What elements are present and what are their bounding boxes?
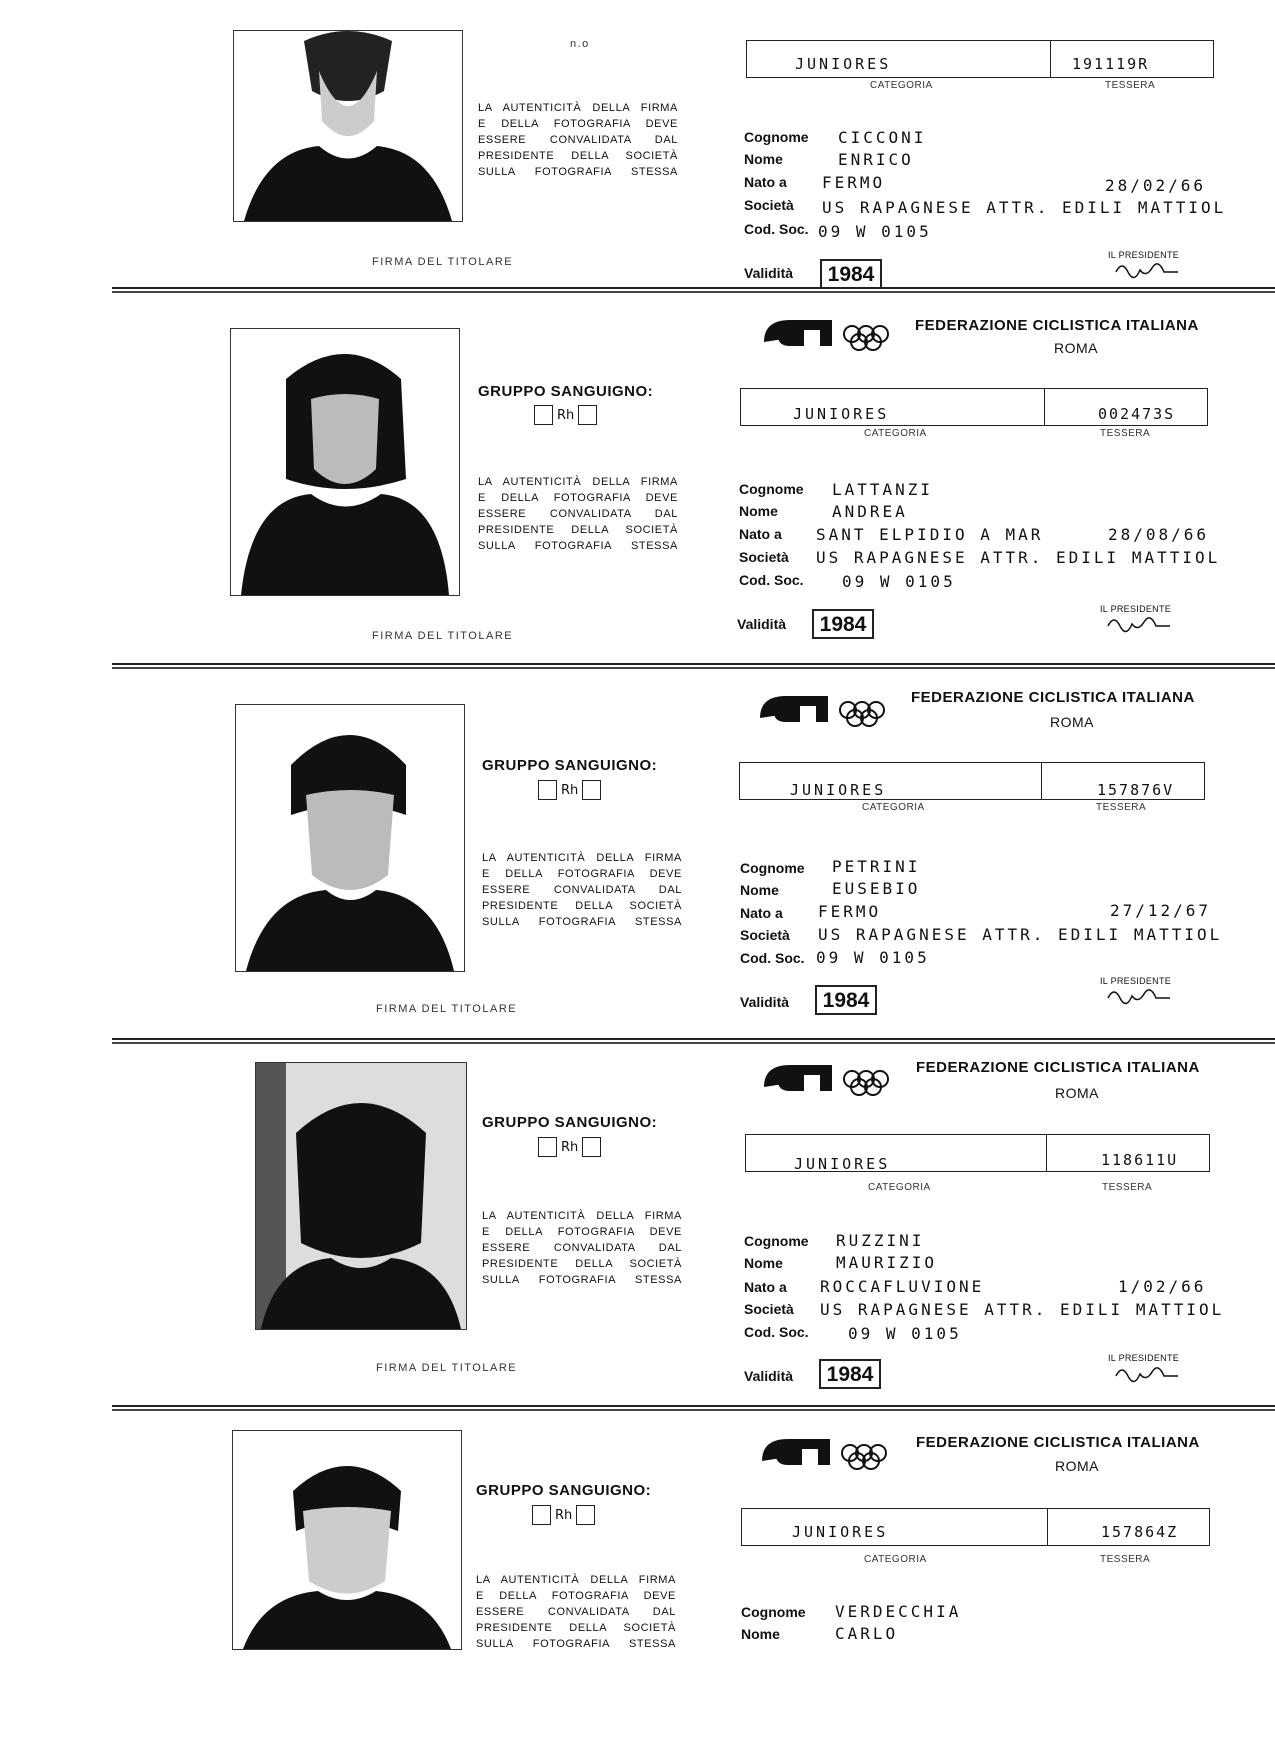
club-code-value: 09 W 0105	[816, 948, 930, 967]
club-label: Società	[740, 927, 790, 943]
surname-value: LATTANZI	[832, 480, 934, 499]
club-value: US RAPAGNESE ATTR. EDILI MATTIOL	[818, 925, 1223, 944]
club-code-label: Cod. Soc.	[744, 1324, 809, 1340]
birthplace-label: Nato a	[740, 905, 783, 921]
president-signature-icon	[1112, 258, 1182, 282]
athlete-photo	[230, 328, 460, 596]
category-value: JUNIORES	[794, 1155, 891, 1173]
card-number: 118611U	[1101, 1151, 1179, 1169]
birthplace-label: Nato a	[744, 1279, 787, 1295]
birthdate-value: 28/08/66	[1108, 525, 1210, 544]
birthplace-value: FERMO	[818, 902, 882, 921]
surname-label: Cognome	[744, 1233, 809, 1249]
category-value: JUNIORES	[790, 781, 887, 799]
validity-year: 1984	[819, 1359, 881, 1389]
rh-field: Rh	[538, 780, 601, 800]
card-number-label: TESSERA	[1100, 428, 1151, 439]
card-number: 191119R	[1072, 55, 1150, 73]
top-mark: n.o	[570, 38, 590, 50]
federation-name: FEDERAZIONE CICLISTICA ITALIANA	[916, 1059, 1200, 1076]
club-label: Società	[744, 197, 794, 213]
president-label: IL PRESIDENTE	[1108, 250, 1180, 260]
authenticity-note: LA AUTENTICITÀ DELLA FIRMA E DELLA FOTOGRAFIA DEVE ESSERE CONVALIDATA DAL PRESIDENTE DELLA SOCIETÀ SULLA FOTOGRAFIA STESSA	[476, 1574, 676, 1650]
rh-checkbox	[578, 405, 597, 425]
card-separator	[112, 1038, 1275, 1044]
blood-group-label: GRUPPO SANGUIGNO:	[482, 1114, 658, 1131]
name-value: ANDREA	[832, 502, 908, 521]
surname-value: RUZZINI	[836, 1231, 925, 1250]
validity-label: Validità	[740, 994, 790, 1010]
validity-label: Validità	[744, 265, 794, 281]
category-box	[740, 388, 1208, 426]
birthplace-value: ROCCAFLUVIONE	[820, 1277, 985, 1296]
card-number: 002473S	[1098, 405, 1176, 423]
club-code-value: 09 W 0105	[818, 222, 932, 241]
holder-signature-label: FIRMA DEL TITOLARE	[372, 630, 514, 642]
holder-signature-label: FIRMA DEL TITOLARE	[376, 1003, 518, 1015]
federation-name: FEDERAZIONE CICLISTICA ITALIANA	[911, 689, 1195, 706]
rh-checkbox	[582, 780, 601, 800]
card-separator	[112, 287, 1275, 293]
club-code-label: Cod. Soc.	[740, 950, 805, 966]
blood-group-label: GRUPPO SANGUIGNO:	[478, 383, 654, 400]
surname-label: Cognome	[744, 129, 809, 145]
authenticity-note: LA AUTENTICITÀ DELLA FIRMA E DELLA FOTOGRAFIA DEVE ESSERE CONVALIDATA DAL PRESIDENTE DELLA SOCIETÀ SULLA FOTOGRAFIA STESSA	[478, 102, 678, 178]
category-box	[746, 40, 1214, 78]
rh-field: Rh	[532, 1505, 595, 1525]
card-number: 157864Z	[1101, 1523, 1179, 1541]
fci-logo-icon	[758, 1431, 898, 1471]
birthplace-value: FERMO	[822, 173, 886, 192]
birthdate-value: 1/02/66	[1118, 1277, 1207, 1296]
surname-label: Cognome	[741, 1604, 806, 1620]
rh-field: Rh	[534, 405, 597, 425]
club-label: Società	[739, 549, 789, 565]
fci-logo-icon	[760, 312, 900, 352]
name-label: Nome	[740, 882, 779, 898]
card-number-label: TESSERA	[1096, 802, 1147, 813]
president-signature-icon	[1104, 612, 1174, 636]
blood-group-checkbox	[532, 1505, 551, 1525]
category-label: CATEGORIA	[862, 802, 925, 813]
birthdate-value: 27/12/67	[1110, 901, 1212, 920]
category-box	[741, 1508, 1210, 1546]
federation-city: ROMA	[1050, 714, 1094, 730]
club-code-value: 09 W 0105	[842, 572, 956, 591]
federation-name: FEDERAZIONE CICLISTICA ITALIANA	[916, 1434, 1200, 1451]
holder-signature-label: FIRMA DEL TITOLARE	[372, 256, 514, 268]
validity-year: 1984	[812, 609, 874, 639]
blood-group-checkbox	[538, 1137, 557, 1157]
license-card-1	[0, 0, 1275, 290]
athlete-photo	[233, 30, 463, 222]
license-card-2	[0, 298, 1275, 668]
club-value: US RAPAGNESE ATTR. EDILI MATTIOL	[816, 548, 1221, 567]
club-value: US RAPAGNESE ATTR. EDILI MATTIOL	[822, 198, 1227, 217]
card-separator	[112, 1405, 1275, 1411]
license-card-5	[0, 1418, 1275, 1698]
birthdate-value: 28/02/66	[1105, 176, 1207, 195]
category-value: JUNIORES	[795, 55, 892, 73]
name-label: Nome	[739, 503, 778, 519]
president-label: IL PRESIDENTE	[1108, 1353, 1180, 1363]
surname-value: VERDECCHIA	[835, 1602, 962, 1621]
license-card-3	[0, 674, 1275, 1044]
surname-value: PETRINI	[832, 857, 921, 876]
blood-group-label: GRUPPO SANGUIGNO:	[482, 757, 658, 774]
birthplace-label: Nato a	[739, 526, 782, 542]
license-card-4	[0, 1050, 1275, 1410]
card-number-label: TESSERA	[1105, 80, 1156, 91]
federation-city: ROMA	[1054, 340, 1098, 356]
blood-group-label: GRUPPO SANGUIGNO:	[476, 1482, 652, 1499]
validity-label: Validità	[737, 616, 787, 632]
rh-field: Rh	[538, 1137, 601, 1157]
birthplace-value: SANT ELPIDIO A MAR	[816, 525, 1044, 544]
authenticity-note: LA AUTENTICITÀ DELLA FIRMA E DELLA FOTOGRAFIA DEVE ESSERE CONVALIDATA DAL PRESIDENTE DELLA SOCIETÀ SULLA FOTOGRAFIA STESSA	[478, 476, 678, 552]
club-value: US RAPAGNESE ATTR. EDILI MATTIOL	[820, 1300, 1225, 1319]
holder-signature-label: FIRMA DEL TITOLARE	[376, 1362, 518, 1374]
surname-label: Cognome	[740, 860, 805, 876]
category-label: CATEGORIA	[870, 80, 933, 91]
blood-group-checkbox	[538, 780, 557, 800]
birthplace-label: Nato a	[744, 174, 787, 190]
name-value: MAURIZIO	[836, 1253, 938, 1272]
athlete-photo	[235, 704, 465, 972]
club-code-label: Cod. Soc.	[744, 221, 809, 237]
name-value: EUSEBIO	[832, 879, 921, 898]
fci-logo-icon	[760, 1057, 900, 1097]
surname-label: Cognome	[739, 481, 804, 497]
category-label: CATEGORIA	[864, 1554, 927, 1565]
rh-checkbox	[582, 1137, 601, 1157]
name-value: ENRICO	[838, 150, 914, 169]
card-number: 157876V	[1097, 781, 1175, 799]
athlete-photo	[232, 1430, 462, 1650]
card-number-label: TESSERA	[1100, 1554, 1151, 1565]
category-label: CATEGORIA	[868, 1182, 931, 1193]
rh-checkbox	[576, 1505, 595, 1525]
federation-city: ROMA	[1055, 1458, 1099, 1474]
club-label: Società	[744, 1301, 794, 1317]
card-separator	[112, 663, 1275, 669]
card-number-label: TESSERA	[1102, 1182, 1153, 1193]
club-code-label: Cod. Soc.	[739, 572, 804, 588]
president-signature-icon	[1104, 984, 1174, 1008]
validity-year: 1984	[820, 259, 882, 289]
name-label: Nome	[744, 1255, 783, 1271]
federation-city: ROMA	[1055, 1085, 1099, 1101]
fci-logo-icon	[756, 688, 896, 728]
president-label: IL PRESIDENTE	[1100, 976, 1172, 986]
authenticity-note: LA AUTENTICITÀ DELLA FIRMA E DELLA FOTOGRAFIA DEVE ESSERE CONVALIDATA DAL PRESIDENTE DELLA SOCIETÀ SULLA FOTOGRAFIA STESSA	[482, 1210, 682, 1286]
validity-label: Validità	[744, 1368, 794, 1384]
category-value: JUNIORES	[793, 405, 890, 423]
authenticity-note: LA AUTENTICITÀ DELLA FIRMA E DELLA FOTOGRAFIA DEVE ESSERE CONVALIDATA DAL PRESIDENTE DELLA SOCIETÀ SULLA FOTOGRAFIA STESSA	[482, 852, 682, 928]
category-value: JUNIORES	[792, 1523, 889, 1541]
validity-year: 1984	[815, 985, 877, 1015]
category-box	[739, 762, 1205, 800]
category-box	[745, 1134, 1210, 1172]
name-label: Nome	[741, 1626, 780, 1642]
club-code-value: 09 W 0105	[848, 1324, 962, 1343]
name-label: Nome	[744, 151, 783, 167]
category-label: CATEGORIA	[864, 428, 927, 439]
president-label: IL PRESIDENTE	[1100, 604, 1172, 614]
blood-group-checkbox	[534, 405, 553, 425]
president-signature-icon	[1112, 1362, 1182, 1386]
athlete-photo	[255, 1062, 467, 1330]
name-value: CARLO	[835, 1624, 899, 1643]
federation-name: FEDERAZIONE CICLISTICA ITALIANA	[915, 317, 1199, 334]
surname-value: CICCONI	[838, 128, 927, 147]
